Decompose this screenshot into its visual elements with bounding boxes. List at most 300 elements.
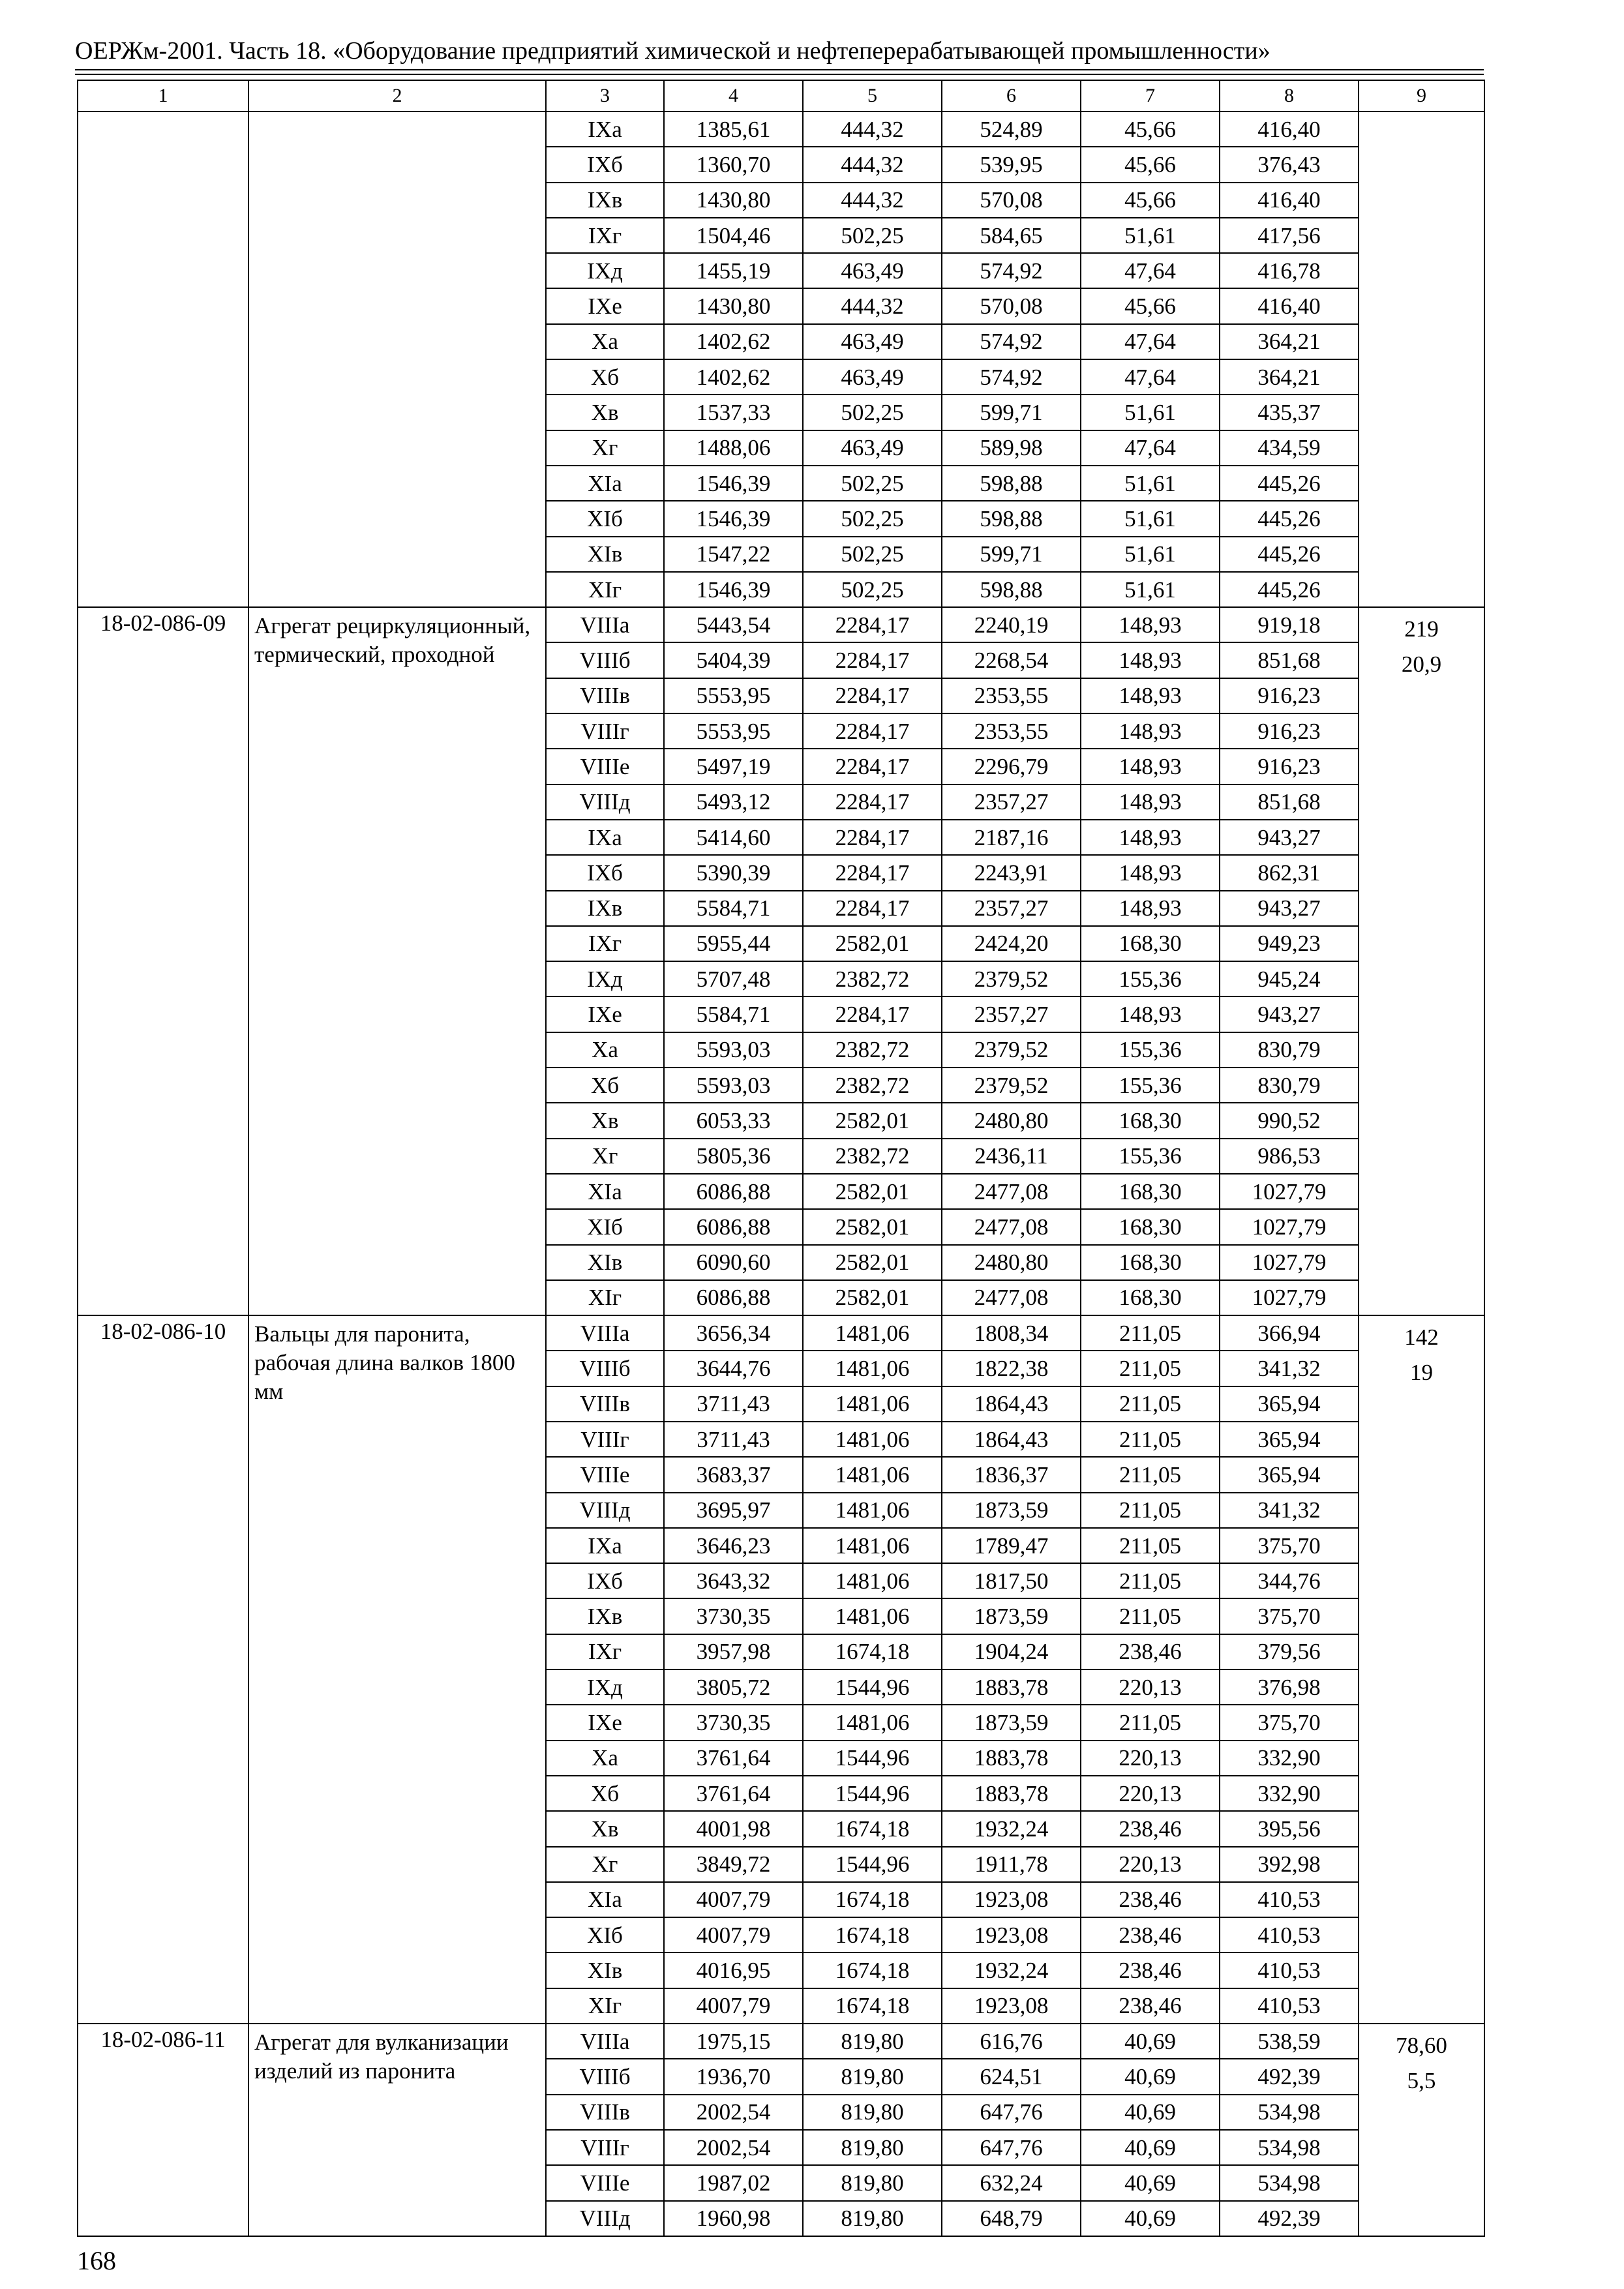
value-cell: 534,98 [1220, 2095, 1359, 2130]
zone-cell: IXе [546, 1705, 664, 1740]
value-cell: 366,94 [1220, 1315, 1359, 1351]
zone-cell: Xв [546, 1811, 664, 1846]
value-cell: 376,98 [1220, 1669, 1359, 1705]
value-cell: 3761,64 [664, 1741, 803, 1776]
value-cell: 155,36 [1081, 1032, 1220, 1068]
zone-cell: VIIIа [546, 2024, 664, 2059]
zone-cell: XIг [546, 572, 664, 607]
note-value: 78,60 [1396, 2033, 1447, 2059]
value-cell: 647,76 [942, 2095, 1081, 2130]
zone-cell: VIIIв [546, 2095, 664, 2130]
value-cell: 5443,54 [664, 607, 803, 642]
value-cell: 1789,47 [942, 1528, 1081, 1563]
zone-cell: IXд [546, 253, 664, 288]
value-cell: 1488,06 [664, 430, 803, 466]
value-cell: 624,51 [942, 2059, 1081, 2094]
value-cell: 40,69 [1081, 2024, 1220, 2059]
value-cell: 2357,27 [942, 891, 1081, 926]
value-cell: 819,80 [803, 2095, 942, 2130]
value-cell: 463,49 [803, 253, 942, 288]
value-cell: 2582,01 [803, 926, 942, 961]
zone-cell: XIб [546, 1917, 664, 1952]
zone-cell: IXв [546, 891, 664, 926]
value-cell: 1544,96 [803, 1741, 942, 1776]
value-cell: 1674,18 [803, 1634, 942, 1669]
zone-cell: IXб [546, 147, 664, 182]
value-cell: 148,93 [1081, 642, 1220, 678]
value-cell: 1873,59 [942, 1493, 1081, 1528]
value-cell: 344,76 [1220, 1563, 1359, 1598]
value-cell: 4007,79 [664, 1882, 803, 1917]
zone-cell: IXе [546, 288, 664, 323]
value-cell: 2002,54 [664, 2095, 803, 2130]
value-cell: 332,90 [1220, 1776, 1359, 1811]
value-cell: 6086,88 [664, 1174, 803, 1209]
value-cell: 1481,06 [803, 1563, 942, 1598]
zone-cell: VIIIб [546, 2059, 664, 2094]
value-cell: 445,26 [1220, 572, 1359, 607]
zone-cell: IXа [546, 112, 664, 147]
value-cell: 990,52 [1220, 1103, 1359, 1138]
value-cell: 2002,54 [664, 2130, 803, 2165]
zone-cell: IXд [546, 1669, 664, 1705]
value-cell: 2284,17 [803, 607, 942, 642]
value-cell: 148,93 [1081, 749, 1220, 784]
value-cell: 5593,03 [664, 1032, 803, 1068]
value-cell: 211,05 [1081, 1528, 1220, 1563]
value-cell: 416,40 [1220, 183, 1359, 218]
value-cell: 2353,55 [942, 713, 1081, 749]
value-cell: 2284,17 [803, 996, 942, 1032]
zone-cell: Xа [546, 1741, 664, 1776]
value-cell: 632,24 [942, 2165, 1081, 2200]
value-cell: 238,46 [1081, 1988, 1220, 2024]
value-cell: 238,46 [1081, 1811, 1220, 1846]
value-cell: 534,98 [1220, 2165, 1359, 2200]
value-cell: 434,59 [1220, 430, 1359, 466]
value-cell: 168,30 [1081, 1103, 1220, 1138]
value-cell: 1975,15 [664, 2024, 803, 2059]
value-cell: 598,88 [942, 466, 1081, 501]
value-cell: 1904,24 [942, 1634, 1081, 1669]
value-cell: 2379,52 [942, 1068, 1081, 1103]
value-cell: 211,05 [1081, 1351, 1220, 1386]
value-cell: 3643,32 [664, 1563, 803, 1598]
note-value: 142 [1404, 1324, 1439, 1351]
column-number: 7 [1081, 80, 1220, 112]
item-code [78, 112, 248, 607]
value-cell: 375,70 [1220, 1598, 1359, 1634]
value-cell: 943,27 [1220, 820, 1359, 855]
zone-cell: XIб [546, 1209, 664, 1244]
value-cell: 502,25 [803, 572, 942, 607]
value-cell: 238,46 [1081, 1917, 1220, 1952]
value-cell: 410,53 [1220, 1917, 1359, 1952]
value-cell: 830,79 [1220, 1068, 1359, 1103]
value-cell: 2379,52 [942, 1032, 1081, 1068]
value-cell: 463,49 [803, 324, 942, 359]
column-number: 4 [664, 80, 803, 112]
value-cell: 5553,95 [664, 713, 803, 749]
value-cell: 220,13 [1081, 1776, 1220, 1811]
zone-cell: VIIIд [546, 1493, 664, 1528]
value-cell: 2382,72 [803, 1139, 942, 1174]
value-cell: 2582,01 [803, 1103, 942, 1138]
value-cell: 2582,01 [803, 1209, 942, 1244]
zone-cell: Xг [546, 1847, 664, 1882]
value-cell: 2284,17 [803, 891, 942, 926]
zone-cell: XIа [546, 466, 664, 501]
zone-cell: IXа [546, 820, 664, 855]
table-row [78, 2024, 1484, 2059]
value-cell: 416,40 [1220, 112, 1359, 147]
value-cell: 5414,60 [664, 820, 803, 855]
value-cell: 5584,71 [664, 996, 803, 1032]
value-cell: 410,53 [1220, 1882, 1359, 1917]
value-cell: 524,89 [942, 112, 1081, 147]
zone-cell: VIIIб [546, 642, 664, 678]
value-cell: 364,21 [1220, 324, 1359, 359]
value-cell: 1883,78 [942, 1776, 1081, 1811]
value-cell: 5390,39 [664, 855, 803, 890]
value-cell: 1817,50 [942, 1563, 1081, 1598]
value-cell: 4007,79 [664, 1917, 803, 1952]
zone-cell: Xа [546, 1032, 664, 1068]
note-cell [1359, 1315, 1484, 2024]
value-cell: 1430,80 [664, 183, 803, 218]
value-cell: 3730,35 [664, 1705, 803, 1740]
value-cell: 1873,59 [942, 1705, 1081, 1740]
table-body [78, 80, 1484, 2236]
value-cell: 502,25 [803, 537, 942, 572]
value-cell: 365,94 [1220, 1457, 1359, 1492]
value-cell: 1544,96 [803, 1669, 942, 1705]
value-cell: 332,90 [1220, 1741, 1359, 1776]
value-cell: 5707,48 [664, 961, 803, 996]
value-cell: 3761,64 [664, 1776, 803, 1811]
value-cell: 916,23 [1220, 713, 1359, 749]
zone-cell: VIIIа [546, 607, 664, 642]
value-cell: 2353,55 [942, 678, 1081, 713]
value-cell: 211,05 [1081, 1457, 1220, 1492]
value-cell: 148,93 [1081, 607, 1220, 642]
value-cell: 40,69 [1081, 2059, 1220, 2094]
value-cell: 6090,60 [664, 1245, 803, 1280]
zone-cell: VIIIв [546, 678, 664, 713]
value-cell: 211,05 [1081, 1563, 1220, 1598]
value-cell: 830,79 [1220, 1032, 1359, 1068]
value-cell: 2284,17 [803, 713, 942, 749]
page-number: 168 [77, 2246, 116, 2275]
value-cell: 2296,79 [942, 749, 1081, 784]
value-cell: 2357,27 [942, 996, 1081, 1032]
value-cell: 616,76 [942, 2024, 1081, 2059]
value-cell: 155,36 [1081, 1068, 1220, 1103]
value-cell: 2284,17 [803, 820, 942, 855]
value-cell: 238,46 [1081, 1634, 1220, 1669]
column-number: 8 [1220, 80, 1359, 112]
value-cell: 5497,19 [664, 749, 803, 784]
value-cell: 1481,06 [803, 1598, 942, 1634]
value-cell: 2268,54 [942, 642, 1081, 678]
zone-cell: XIв [546, 1952, 664, 1988]
value-cell: 2424,20 [942, 926, 1081, 961]
value-cell: 1027,79 [1220, 1209, 1359, 1244]
value-cell: 1360,70 [664, 147, 803, 182]
note-cell [1359, 607, 1484, 1315]
value-cell: 40,69 [1081, 2130, 1220, 2165]
value-cell: 1987,02 [664, 2165, 803, 2200]
price-table [77, 80, 1485, 2237]
value-cell: 1674,18 [803, 1882, 942, 1917]
value-cell: 943,27 [1220, 996, 1359, 1032]
value-cell: 538,59 [1220, 2024, 1359, 2059]
value-cell: 502,25 [803, 395, 942, 430]
zone-cell: VIIIе [546, 1457, 664, 1492]
value-cell: 3646,23 [664, 1528, 803, 1563]
value-cell: 574,92 [942, 359, 1081, 395]
value-cell: 444,32 [803, 288, 942, 323]
value-cell: 148,93 [1081, 996, 1220, 1032]
value-cell: 148,93 [1081, 820, 1220, 855]
value-cell: 916,23 [1220, 749, 1359, 784]
value-cell: 851,68 [1220, 785, 1359, 820]
value-cell: 1883,78 [942, 1741, 1081, 1776]
value-cell: 3711,43 [664, 1422, 803, 1457]
note-value: 219 [1404, 616, 1439, 642]
value-cell: 598,88 [942, 572, 1081, 607]
value-cell: 6086,88 [664, 1280, 803, 1315]
value-cell: 1402,62 [664, 359, 803, 395]
zone-cell: VIIIе [546, 749, 664, 784]
value-cell: 51,61 [1081, 501, 1220, 536]
value-cell: 444,32 [803, 147, 942, 182]
value-cell: 40,69 [1081, 2165, 1220, 2200]
zone-cell: VIIIг [546, 1422, 664, 1457]
value-cell: 647,76 [942, 2130, 1081, 2165]
value-cell: 819,80 [803, 2130, 942, 2165]
zone-cell: Xа [546, 324, 664, 359]
value-cell: 341,32 [1220, 1493, 1359, 1528]
value-cell: 1481,06 [803, 1705, 942, 1740]
value-cell: 375,70 [1220, 1705, 1359, 1740]
value-cell: 220,13 [1081, 1669, 1220, 1705]
column-number: 3 [546, 80, 664, 112]
value-cell: 3805,72 [664, 1669, 803, 1705]
zone-cell: XIа [546, 1882, 664, 1917]
zone-cell: IXб [546, 855, 664, 890]
value-cell: 1027,79 [1220, 1245, 1359, 1280]
value-cell: 943,27 [1220, 891, 1359, 926]
value-cell: 3656,34 [664, 1315, 803, 1351]
value-cell: 376,43 [1220, 147, 1359, 182]
value-cell: 168,30 [1081, 1209, 1220, 1244]
value-cell: 211,05 [1081, 1315, 1220, 1351]
note-value: 5,5 [1407, 2068, 1436, 2094]
value-cell: 2582,01 [803, 1174, 942, 1209]
value-cell: 395,56 [1220, 1811, 1359, 1846]
value-cell: 1402,62 [664, 324, 803, 359]
value-cell: 148,93 [1081, 891, 1220, 926]
column-number: 6 [942, 80, 1081, 112]
value-cell: 45,66 [1081, 288, 1220, 323]
value-cell: 2240,19 [942, 607, 1081, 642]
value-cell: 155,36 [1081, 961, 1220, 996]
value-cell: 1537,33 [664, 395, 803, 430]
value-cell: 5805,36 [664, 1139, 803, 1174]
zone-cell: VIIIг [546, 2130, 664, 2165]
value-cell: 51,61 [1081, 572, 1220, 607]
item-name: Агрегат рециркуляционный, термический, проходной [248, 607, 546, 1315]
value-cell: 2436,11 [942, 1139, 1081, 1174]
value-cell: 1864,43 [942, 1386, 1081, 1422]
column-number: 2 [248, 80, 546, 112]
value-cell: 2382,72 [803, 1032, 942, 1068]
value-cell: 945,24 [1220, 961, 1359, 996]
zone-cell: Xв [546, 1103, 664, 1138]
value-cell: 5955,44 [664, 926, 803, 961]
value-cell: 211,05 [1081, 1386, 1220, 1422]
value-cell: 3683,37 [664, 1457, 803, 1492]
value-cell: 648,79 [942, 2201, 1081, 2236]
value-cell: 2379,52 [942, 961, 1081, 996]
zone-cell: IXд [546, 961, 664, 996]
value-cell: 2243,91 [942, 855, 1081, 890]
value-cell: 1504,46 [664, 218, 803, 253]
zone-cell: VIIIб [546, 1351, 664, 1386]
value-cell: 2382,72 [803, 1068, 942, 1103]
value-cell: 851,68 [1220, 642, 1359, 678]
column-number: 1 [78, 80, 248, 112]
header-double-rule [75, 69, 1484, 75]
zone-cell: XIг [546, 1280, 664, 1315]
value-cell: 416,78 [1220, 253, 1359, 288]
value-cell: 410,53 [1220, 1988, 1359, 2024]
value-cell: 2582,01 [803, 1280, 942, 1315]
value-cell: 1546,39 [664, 572, 803, 607]
value-cell: 375,70 [1220, 1528, 1359, 1563]
value-cell: 1932,24 [942, 1811, 1081, 1846]
value-cell: 1481,06 [803, 1528, 942, 1563]
zone-cell: Xб [546, 1068, 664, 1103]
column-number: 5 [803, 80, 942, 112]
value-cell: 341,32 [1220, 1351, 1359, 1386]
value-cell: 2480,80 [942, 1245, 1081, 1280]
value-cell: 2284,17 [803, 749, 942, 784]
value-cell: 1883,78 [942, 1669, 1081, 1705]
value-cell: 148,93 [1081, 678, 1220, 713]
value-cell: 1960,98 [664, 2201, 803, 2236]
value-cell: 1547,22 [664, 537, 803, 572]
value-cell: 502,25 [803, 501, 942, 536]
value-cell: 574,92 [942, 253, 1081, 288]
value-cell: 444,32 [803, 183, 942, 218]
value-cell: 211,05 [1081, 1493, 1220, 1528]
value-cell: 40,69 [1081, 2095, 1220, 2130]
value-cell: 2477,08 [942, 1174, 1081, 1209]
value-cell: 168,30 [1081, 926, 1220, 961]
value-cell: 40,69 [1081, 2201, 1220, 2236]
note-cell [1359, 112, 1484, 607]
value-cell: 2284,17 [803, 855, 942, 890]
value-cell: 238,46 [1081, 1882, 1220, 1917]
value-cell: 211,05 [1081, 1705, 1220, 1740]
value-cell: 502,25 [803, 218, 942, 253]
value-cell: 148,93 [1081, 713, 1220, 749]
item-code: 18-02-086-11 [78, 2024, 248, 2236]
value-cell: 45,66 [1081, 112, 1220, 147]
zone-cell: VIIIд [546, 785, 664, 820]
value-cell: 238,46 [1081, 1952, 1220, 1988]
zone-cell: XIв [546, 1245, 664, 1280]
value-cell: 819,80 [803, 2165, 942, 2200]
value-cell: 1674,18 [803, 1952, 942, 1988]
value-cell: 1674,18 [803, 1811, 942, 1846]
value-cell: 364,21 [1220, 359, 1359, 395]
zone-cell: XIа [546, 1174, 664, 1209]
value-cell: 1923,08 [942, 1917, 1081, 1952]
value-cell: 211,05 [1081, 1422, 1220, 1457]
zone-cell: VIIIв [546, 1386, 664, 1422]
value-cell: 6086,88 [664, 1209, 803, 1244]
zone-cell: VIIIе [546, 2165, 664, 2200]
value-cell: 416,40 [1220, 288, 1359, 323]
value-cell: 1455,19 [664, 253, 803, 288]
value-cell: 1674,18 [803, 1988, 942, 2024]
value-cell: 445,26 [1220, 466, 1359, 501]
value-cell: 47,64 [1081, 253, 1220, 288]
value-cell: 1674,18 [803, 1917, 942, 1952]
value-cell: 919,18 [1220, 607, 1359, 642]
value-cell: 1481,06 [803, 1422, 942, 1457]
value-cell: 3711,43 [664, 1386, 803, 1422]
value-cell: 1481,06 [803, 1386, 942, 1422]
value-cell: 1481,06 [803, 1315, 942, 1351]
value-cell: 1808,34 [942, 1315, 1081, 1351]
value-cell: 986,53 [1220, 1139, 1359, 1174]
value-cell: 598,88 [942, 501, 1081, 536]
value-cell: 3695,97 [664, 1493, 803, 1528]
value-cell: 417,56 [1220, 218, 1359, 253]
value-cell: 3957,98 [664, 1634, 803, 1669]
value-cell: 45,66 [1081, 147, 1220, 182]
item-code: 18-02-086-09 [78, 607, 248, 1315]
zone-cell: IXе [546, 996, 664, 1032]
value-cell: 2284,17 [803, 642, 942, 678]
value-cell: 379,56 [1220, 1634, 1359, 1669]
value-cell: 570,08 [942, 288, 1081, 323]
value-cell: 211,05 [1081, 1598, 1220, 1634]
note-value: 20,9 [1401, 651, 1442, 678]
value-cell: 1932,24 [942, 1952, 1081, 1988]
value-cell: 1923,08 [942, 1882, 1081, 1917]
value-cell: 463,49 [803, 430, 942, 466]
value-cell: 1385,61 [664, 112, 803, 147]
zone-cell: IXг [546, 218, 664, 253]
zone-cell: Xб [546, 359, 664, 395]
column-number-row [78, 80, 1484, 112]
value-cell: 3730,35 [664, 1598, 803, 1634]
note-cell [1359, 2024, 1484, 2236]
value-cell: 1873,59 [942, 1598, 1081, 1634]
zone-cell: XIв [546, 537, 664, 572]
value-cell: 570,08 [942, 183, 1081, 218]
table-row [78, 1315, 1484, 1351]
value-cell: 47,64 [1081, 359, 1220, 395]
value-cell: 502,25 [803, 466, 942, 501]
value-cell: 445,26 [1220, 537, 1359, 572]
value-cell: 1936,70 [664, 2059, 803, 2094]
